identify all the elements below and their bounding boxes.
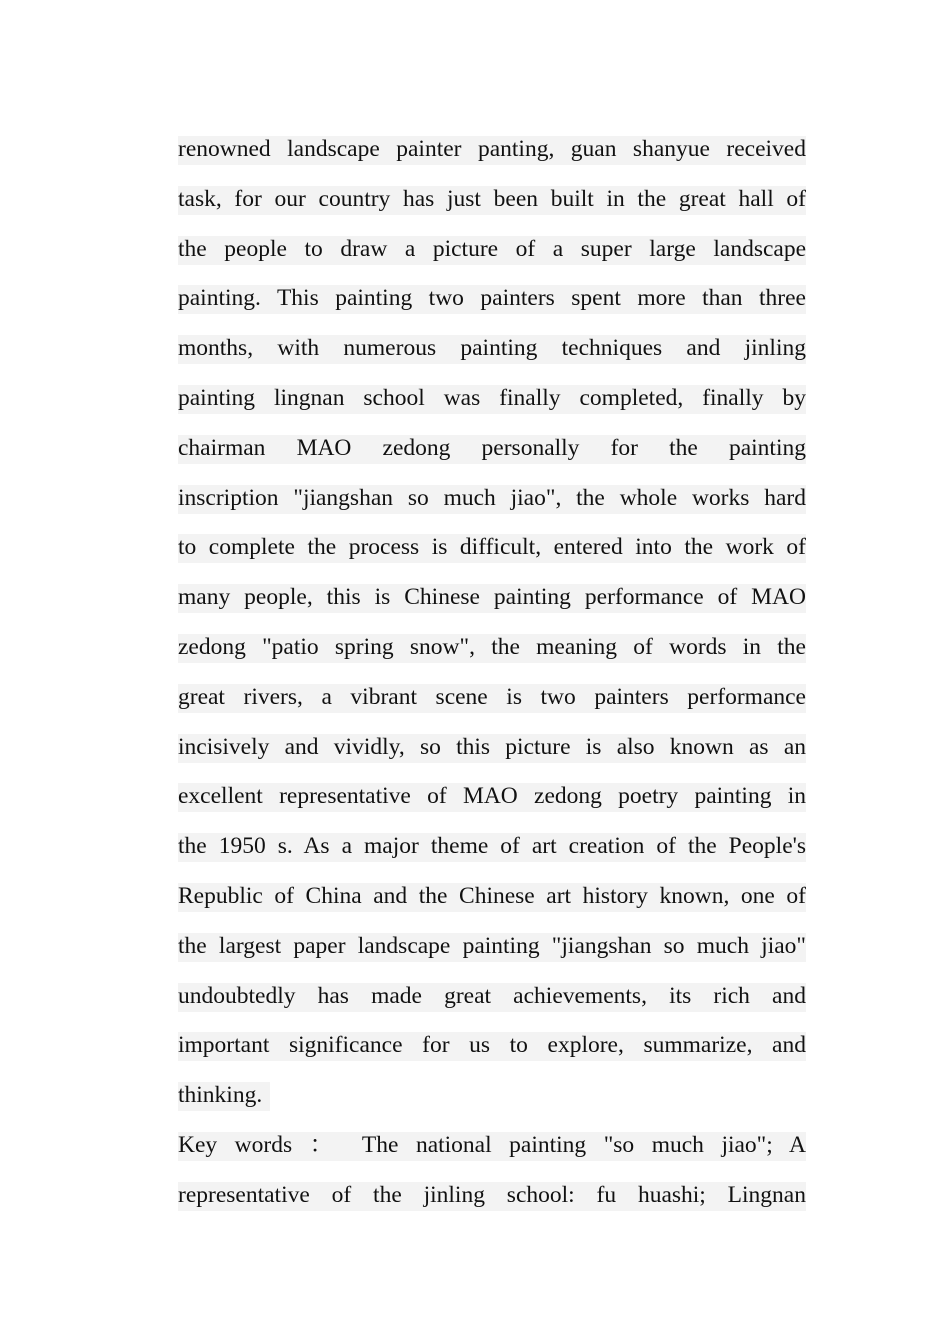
abstract-text <box>178 125 806 1221</box>
body-line: many people, this is Chinese painting performance of MAO <box>178 573 806 623</box>
body-line: the 1950 s. As a major theme of art creation of the People's <box>178 822 806 872</box>
body-line: zedong "patio spring snow", the meaning of words in the <box>178 623 806 673</box>
body-line-last: thinking. <box>178 1071 806 1121</box>
body-line: renowned landscape painter panting, guan shanyue received <box>178 125 806 175</box>
body-line: important significance for us to explore, summarize, and <box>178 1021 806 1071</box>
body-line: task, for our country has just been built in the great hall of <box>178 175 806 225</box>
body-line: incisively and vividly, so this picture is also known as an <box>178 723 806 773</box>
keywords-line: representative of the jinling school: fu huashi; Lingnan <box>178 1171 806 1221</box>
body-line: to complete the process is difficult, entered into the work of <box>178 523 806 573</box>
body-line: excellent representative of MAO zedong poetry painting in <box>178 772 806 822</box>
body-line: months, with numerous painting techniques and jinling <box>178 324 806 374</box>
keywords-line: Key words ： The national painting "so much jiao"; A <box>178 1121 806 1171</box>
body-line: the people to draw a picture of a super large landscape <box>178 225 806 275</box>
body-line: painting. This painting two painters spent more than three <box>178 274 806 324</box>
body-line: Republic of China and the Chinese art history known, one of <box>178 872 806 922</box>
body-line: inscription "jiangshan so much jiao", the whole works hard <box>178 474 806 524</box>
body-line: undoubtedly has made great achievements, its rich and <box>178 972 806 1022</box>
body-line: great rivers, a vibrant scene is two painters performance <box>178 673 806 723</box>
body-line: painting lingnan school was finally completed, finally by <box>178 374 806 424</box>
body-line: the largest paper landscape painting "jiangshan so much jiao" <box>178 922 806 972</box>
body-line: chairman MAO zedong personally for the painting <box>178 424 806 474</box>
